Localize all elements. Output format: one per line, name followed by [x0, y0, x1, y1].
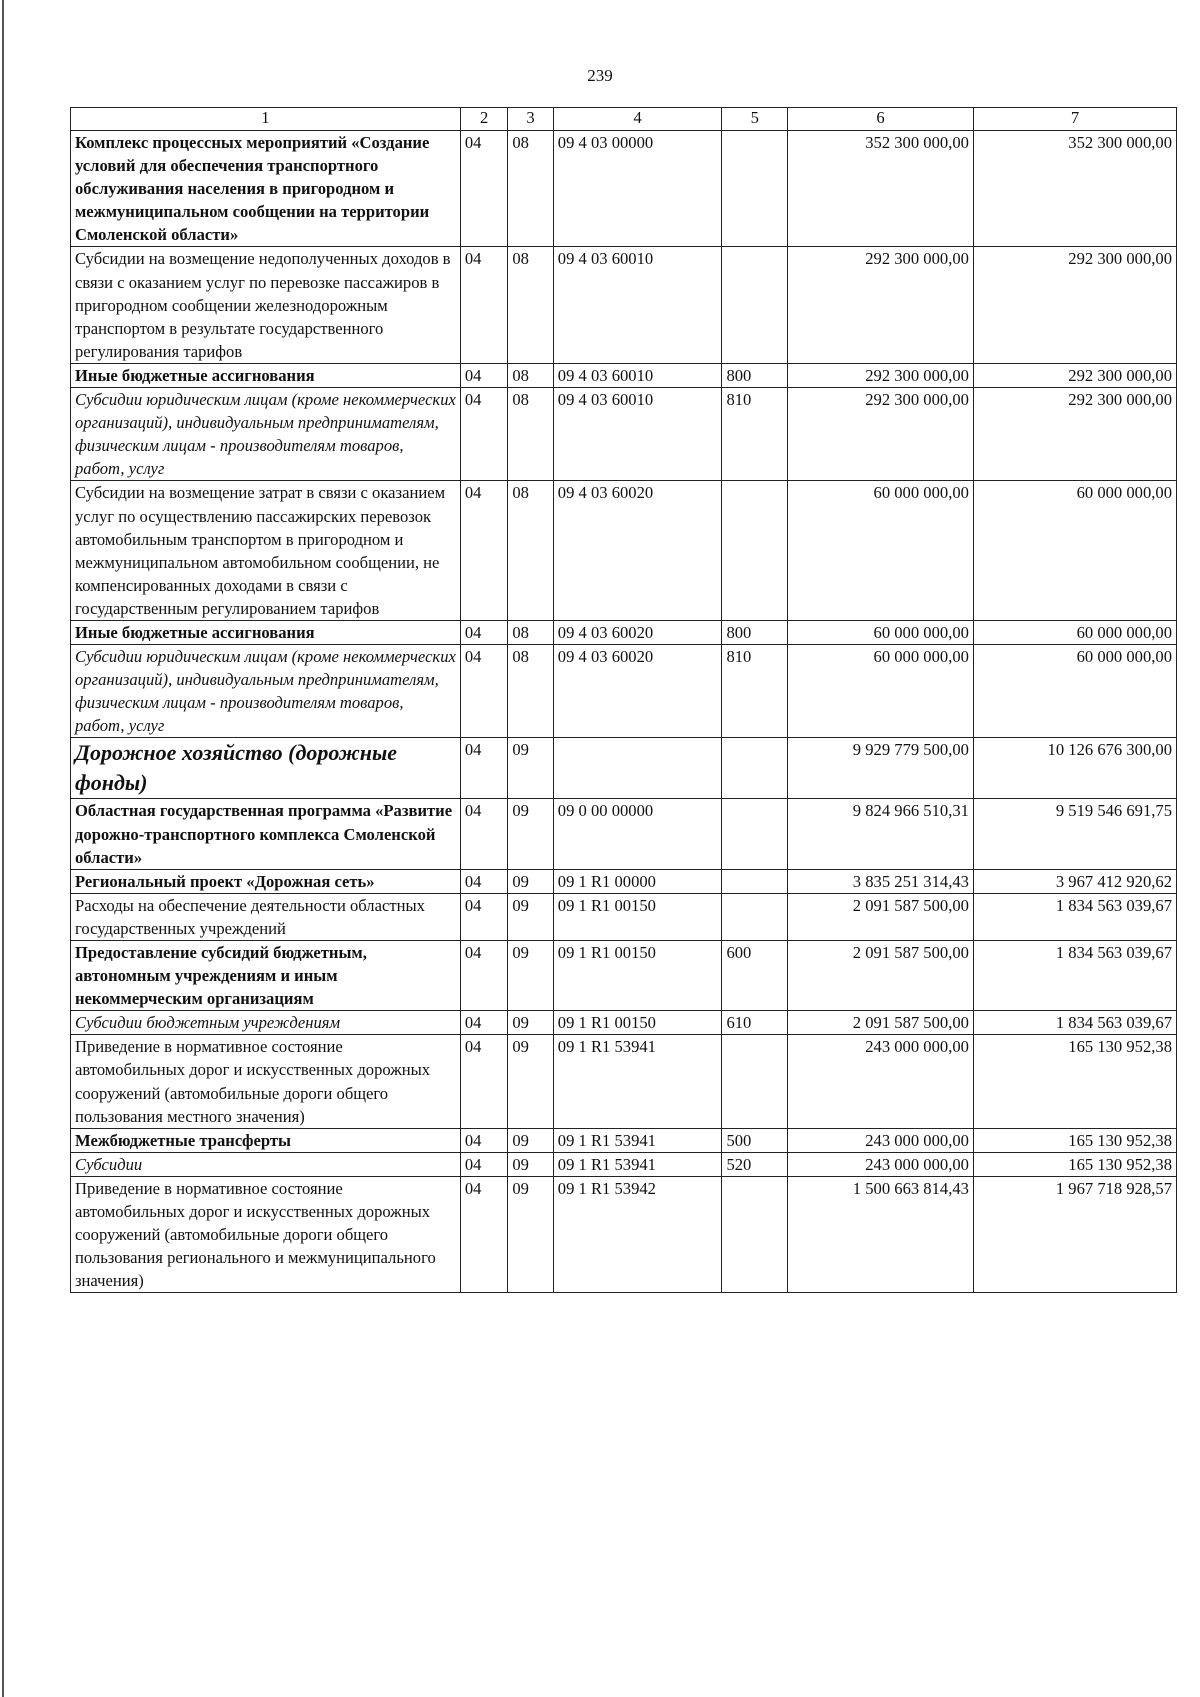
section-code-cell: 04	[460, 1152, 507, 1176]
table-row	[71, 388, 1177, 481]
section-code-cell: 04	[460, 388, 507, 481]
row-name-cell: Областная государственная программа «Развитие дорожно-транспортного комплекса Смоленской области»	[71, 799, 461, 869]
row-name-cell: Предоставление субсидий бюджетным, автономным учреждениям и иным некоммерческим организациям	[71, 941, 461, 1011]
amount-year2-cell: 165 130 952,38	[973, 1152, 1176, 1176]
expense-type-cell: 810	[722, 388, 788, 481]
header-cell: 4	[553, 108, 722, 131]
table-row	[71, 1128, 1177, 1152]
amount-year2-cell: 1 834 563 039,67	[973, 941, 1176, 1011]
expense-type-cell	[722, 247, 788, 363]
row-name-cell: Дорожное хозяйство (дорожные фонды)	[71, 738, 461, 799]
table-row	[71, 893, 1177, 940]
table-row	[71, 645, 1177, 738]
subsection-code-cell: 09	[508, 1176, 553, 1292]
page-number: 239	[587, 66, 613, 85]
section-code-cell: 04	[460, 941, 507, 1011]
row-name-cell: Межбюджетные трансферты	[71, 1128, 461, 1152]
row-name-cell: Региональный проект «Дорожная сеть»	[71, 869, 461, 893]
target-code-cell	[553, 738, 722, 799]
row-name-cell: Субсидии	[71, 1152, 461, 1176]
section-code-cell: 04	[460, 645, 507, 738]
amount-year1-cell: 292 300 000,00	[788, 388, 974, 481]
subsection-code-cell: 08	[508, 363, 553, 387]
subsection-code-cell: 08	[508, 481, 553, 621]
target-code-cell: 09 1 R1 53941	[553, 1035, 722, 1128]
amount-year2-cell: 292 300 000,00	[973, 247, 1176, 363]
amount-year1-cell: 2 091 587 500,00	[788, 941, 974, 1011]
subsection-code-cell: 08	[508, 247, 553, 363]
table-row	[71, 869, 1177, 893]
amount-year2-cell: 292 300 000,00	[973, 388, 1176, 481]
target-code-cell: 09 4 03 60020	[553, 645, 722, 738]
section-code-cell: 04	[460, 738, 507, 799]
amount-year2-cell: 60 000 000,00	[973, 645, 1176, 738]
amount-year1-cell: 352 300 000,00	[788, 131, 974, 247]
amount-year1-cell: 1 500 663 814,43	[788, 1176, 974, 1292]
expense-type-cell	[722, 131, 788, 247]
expense-type-cell	[722, 869, 788, 893]
amount-year1-cell: 2 091 587 500,00	[788, 893, 974, 940]
amount-year2-cell: 292 300 000,00	[973, 363, 1176, 387]
target-code-cell: 09 4 03 60010	[553, 247, 722, 363]
section-code-cell: 04	[460, 1035, 507, 1128]
amount-year2-cell: 1 834 563 039,67	[973, 893, 1176, 940]
budget-table	[70, 107, 1177, 1293]
target-code-cell: 09 4 03 60010	[553, 388, 722, 481]
amount-year2-cell: 3 967 412 920,62	[973, 869, 1176, 893]
section-code-cell: 04	[460, 131, 507, 247]
expense-type-cell	[722, 1176, 788, 1292]
target-code-cell: 09 1 R1 00000	[553, 869, 722, 893]
expense-type-cell	[722, 893, 788, 940]
amount-year2-cell: 9 519 546 691,75	[973, 799, 1176, 869]
header-cell: 2	[460, 108, 507, 131]
amount-year1-cell: 60 000 000,00	[788, 481, 974, 621]
amount-year1-cell: 60 000 000,00	[788, 645, 974, 738]
subsection-code-cell: 08	[508, 131, 553, 247]
target-code-cell: 09 1 R1 00150	[553, 893, 722, 940]
table-row	[71, 481, 1177, 621]
subsection-code-cell: 09	[508, 1152, 553, 1176]
subsection-code-cell: 09	[508, 869, 553, 893]
table-row	[71, 620, 1177, 644]
row-name-cell: Иные бюджетные ассигнования	[71, 620, 461, 644]
header-cell: 7	[973, 108, 1176, 131]
expense-type-cell: 500	[722, 1128, 788, 1152]
table-row	[71, 1035, 1177, 1128]
table-row	[71, 131, 1177, 247]
table-row	[71, 738, 1177, 799]
expense-type-cell: 800	[722, 620, 788, 644]
subsection-code-cell: 09	[508, 1011, 553, 1035]
table-row	[71, 1011, 1177, 1035]
target-code-cell: 09 1 R1 53941	[553, 1128, 722, 1152]
header-cell: 3	[508, 108, 553, 131]
target-code-cell: 09 1 R1 53942	[553, 1176, 722, 1292]
target-code-cell: 09 4 03 60020	[553, 481, 722, 621]
expense-type-cell: 610	[722, 1011, 788, 1035]
amount-year1-cell: 2 091 587 500,00	[788, 1011, 974, 1035]
amount-year2-cell: 165 130 952,38	[973, 1128, 1176, 1152]
amount-year1-cell: 9 824 966 510,31	[788, 799, 974, 869]
target-code-cell: 09 4 03 60010	[553, 363, 722, 387]
table-row	[71, 363, 1177, 387]
page-edge-line	[2, 0, 4, 1697]
expense-type-cell	[722, 738, 788, 799]
amount-year2-cell: 60 000 000,00	[973, 481, 1176, 621]
subsection-code-cell: 09	[508, 941, 553, 1011]
expense-type-cell: 600	[722, 941, 788, 1011]
target-code-cell: 09 0 00 00000	[553, 799, 722, 869]
row-name-cell: Субсидии юридическим лицам (кроме некоммерческих организаций), индивидуальным предпринимателям, физическим лицам - производителям товаров, работ, услуг	[71, 645, 461, 738]
row-name-cell: Комплекс процессных мероприятий «Создание условий для обеспечения транспортного обслуживания населения в пригородном и межмуниципальном сообщении на территории Смоленской области»	[71, 131, 461, 247]
expense-type-cell	[722, 1035, 788, 1128]
section-code-cell: 04	[460, 363, 507, 387]
expense-type-cell: 520	[722, 1152, 788, 1176]
amount-year2-cell: 1 967 718 928,57	[973, 1176, 1176, 1292]
amount-year1-cell: 60 000 000,00	[788, 620, 974, 644]
target-code-cell: 09 4 03 00000	[553, 131, 722, 247]
table-row	[71, 1152, 1177, 1176]
target-code-cell: 09 1 R1 00150	[553, 1011, 722, 1035]
subsection-code-cell: 09	[508, 893, 553, 940]
row-name-cell: Субсидии на возмещение затрат в связи с оказанием услуг по осуществлению пассажирских перевозок автомобильным транспортом в пригородном и межмуниципальном автомобильном сообщении, не компенсированных доходами в связи с государственным регулированием тарифов	[71, 481, 461, 621]
target-code-cell: 09 4 03 60020	[553, 620, 722, 644]
section-code-cell: 04	[460, 620, 507, 644]
amount-year1-cell: 3 835 251 314,43	[788, 869, 974, 893]
row-name-cell: Приведение в нормативное состояние автомобильных дорог и искусственных дорожных сооружений (автомобильные дороги общего пользования регионального и межмуниципального значения)	[71, 1176, 461, 1292]
table-header-row	[71, 108, 1177, 131]
row-name-cell: Субсидии юридическим лицам (кроме некоммерческих организаций), индивидуальным предпринимателям, физическим лицам - производителям товаров, работ, услуг	[71, 388, 461, 481]
subsection-code-cell: 08	[508, 620, 553, 644]
subsection-code-cell: 09	[508, 1128, 553, 1152]
row-name-cell: Субсидии на возмещение недополученных доходов в связи с оказанием услуг по перевозке пассажиров в пригородном сообщении железнодорожным транспортом в результате государственного регулирования тарифов	[71, 247, 461, 363]
amount-year2-cell: 60 000 000,00	[973, 620, 1176, 644]
amount-year1-cell: 243 000 000,00	[788, 1035, 974, 1128]
amount-year2-cell: 1 834 563 039,67	[973, 1011, 1176, 1035]
row-name-cell: Расходы на обеспечение деятельности областных государственных учреждений	[71, 893, 461, 940]
amount-year1-cell: 292 300 000,00	[788, 247, 974, 363]
amount-year1-cell: 243 000 000,00	[788, 1152, 974, 1176]
table-row	[71, 1176, 1177, 1292]
expense-type-cell	[722, 799, 788, 869]
subsection-code-cell: 08	[508, 388, 553, 481]
amount-year1-cell: 243 000 000,00	[788, 1128, 974, 1152]
section-code-cell: 04	[460, 247, 507, 363]
row-name-cell: Иные бюджетные ассигнования	[71, 363, 461, 387]
table-row	[71, 799, 1177, 869]
section-code-cell: 04	[460, 893, 507, 940]
header-cell: 1	[71, 108, 461, 131]
section-code-cell: 04	[460, 869, 507, 893]
target-code-cell: 09 1 R1 00150	[553, 941, 722, 1011]
table-row	[71, 247, 1177, 363]
section-code-cell: 04	[460, 1128, 507, 1152]
subsection-code-cell: 08	[508, 645, 553, 738]
section-code-cell: 04	[460, 481, 507, 621]
expense-type-cell: 800	[722, 363, 788, 387]
header-cell: 6	[788, 108, 974, 131]
header-cell: 5	[722, 108, 788, 131]
subsection-code-cell: 09	[508, 738, 553, 799]
row-name-cell: Субсидии бюджетным учреждениям	[71, 1011, 461, 1035]
expense-type-cell: 810	[722, 645, 788, 738]
section-code-cell: 04	[460, 799, 507, 869]
subsection-code-cell: 09	[508, 1035, 553, 1128]
table-row	[71, 941, 1177, 1011]
amount-year2-cell: 165 130 952,38	[973, 1035, 1176, 1128]
amount-year1-cell: 292 300 000,00	[788, 363, 974, 387]
amount-year1-cell: 9 929 779 500,00	[788, 738, 974, 799]
section-code-cell: 04	[460, 1176, 507, 1292]
amount-year2-cell: 10 126 676 300,00	[973, 738, 1176, 799]
target-code-cell: 09 1 R1 53941	[553, 1152, 722, 1176]
row-name-cell: Приведение в нормативное состояние автомобильных дорог и искусственных дорожных сооружений (автомобильные дороги общего пользования местного значения)	[71, 1035, 461, 1128]
amount-year2-cell: 352 300 000,00	[973, 131, 1176, 247]
subsection-code-cell: 09	[508, 799, 553, 869]
expense-type-cell	[722, 481, 788, 621]
section-code-cell: 04	[460, 1011, 507, 1035]
